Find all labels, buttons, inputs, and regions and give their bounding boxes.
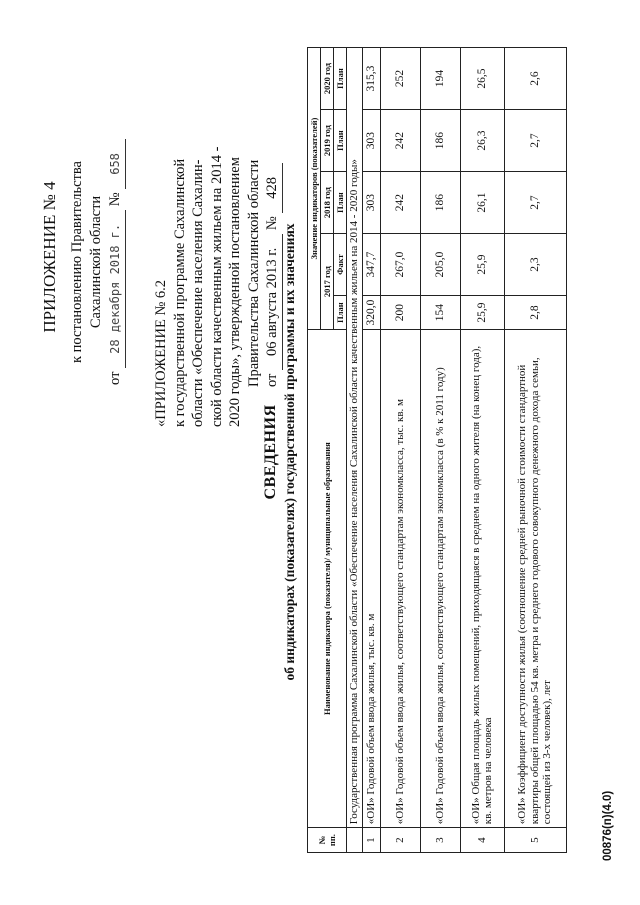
value-2018-plan: 26,1 [460,172,504,234]
table-row [362,48,380,853]
value-2017-fact: 2,3 [504,234,566,296]
program-number: 428 [263,163,283,213]
from-label: от [107,371,123,385]
value-2019-plan: 303 [362,110,380,172]
col-header-num: № пп. [308,828,347,853]
value-2018-plan: 186 [420,172,460,234]
value-2017-plan: 320,0 [362,296,380,330]
row-number: 1 [362,828,380,853]
row-number: 3 [420,828,460,853]
row-number: 2 [380,828,420,853]
value-2017-plan: 200 [380,296,420,330]
year-header: 2018 год [321,172,334,234]
appendix-date-line [106,97,126,427]
value-2017-plan: 154 [420,296,460,330]
document-subtitle: об индикаторах (показателях) государственной программы и их значениях [282,223,297,681]
value-2019-plan: 242 [380,110,420,172]
plan-header: План [334,172,347,234]
row-number: 5 [504,828,566,853]
header-row [308,48,321,853]
value-2018-plan: 2,7 [504,172,566,234]
appendix2-line: ской области качественным жильем на 2014 - [208,146,225,427]
appendix2-line: Правительства Сахалинской области [245,159,262,387]
fact-header: Факт [334,234,347,296]
value-2017-plan: 25,9 [460,296,504,330]
from-label: от [264,373,280,387]
document-title: СВЕДЕНИЯ [262,404,279,500]
indicator-name: «ОИ» Общая площадь жилых помещений, приходящаяся в среднем на одного жителя (на конец года), кв. метров на человека [460,330,504,828]
table-row [504,48,566,853]
table-row [460,48,504,853]
table-row [380,48,420,853]
program-name: Государственная программа Сахалинской области «Обеспечение населения Сахалинской области качественным жильем на 2014 - 2020 годы» [347,48,363,828]
value-2019-plan: 186 [420,110,460,172]
value-2019-plan: 2,7 [504,110,566,172]
value-2020-plan: 2,6 [504,48,566,110]
footer-code: 00876(п)(4.0) [602,790,614,861]
value-2020-plan: 194 [420,48,460,110]
value-2018-plan: 242 [380,172,420,234]
value-2017-fact: 267,0 [380,234,420,296]
row-number: 4 [460,828,504,853]
indicator-name: «ОИ» Годовой объем ввода жилья, соответствующего стандартам экономкласса, тыс. кв. м [380,330,420,828]
appendix2-line: к государственной программе Сахалинской [171,158,188,427]
plan-header: План [334,48,347,110]
indicator-name: «ОИ» Коэффициент доступности жилья (соотношение средней рыночной стоимости стандартной квартиры общей площадью 54 кв. метра и среднего годового совокупного денежного дохода семьи, состоящей из 3-х человек), лет [504,330,566,828]
decree-number: 658 [106,139,126,189]
indicator-name: «ОИ» Годовой объем ввода жилья, тыс. кв. м [362,330,380,828]
appendix-title: ПРИЛОЖЕНИЕ № 4 [40,181,59,333]
value-2019-plan: 26,3 [460,110,504,172]
heading [262,37,298,867]
plan-header: План [334,110,347,172]
value-2020-plan: 26,5 [460,48,504,110]
appendix-line-2: Сахалинской области [88,195,104,329]
year-header: 2020 год [321,48,334,110]
value-2017-plan: 2,8 [504,296,566,330]
value-2017-fact: 347,7 [362,234,380,296]
year-header: 2017 год [321,234,334,330]
plan-header: План [334,296,347,330]
year-header: 2019 год [321,110,334,172]
appendix-block [68,97,126,427]
value-2018-plan: 303 [362,172,380,234]
appendix-line-1: к постановлению Правительства [69,161,85,363]
appendix2-line: «ПРИЛОЖЕНИЕ № 6.2 [153,279,169,427]
program-row [347,48,363,853]
indicator-name: «ОИ» Годовой объем ввода жилья, соответствующего стандартам экономкласса (в % к 2011 году) [420,330,460,828]
appendix2-line: области «Обеспечение населения Сахалин- [190,159,206,427]
number-label: № [264,216,280,231]
number-label: № [107,192,123,207]
value-2020-plan: 315,3 [362,48,380,110]
appendix2-line: 2020 годы», утвержденной постановлением [227,157,243,427]
rotated-page [20,37,620,867]
table-row [420,48,460,853]
indicators-table [307,47,567,853]
col-header-name: Наименование индикатора (показателя)/ муниципальные образования [308,330,347,828]
value-2017-fact: 25,9 [460,234,504,296]
program-date: 06 августа 2013 г. [263,234,283,370]
col-header-values: Значение индикаторов (показателей) [308,48,321,330]
value-2020-plan: 252 [380,48,420,110]
value-2017-fact: 205,0 [420,234,460,296]
decree-date: 28 декабря 2018 г. [106,210,126,368]
